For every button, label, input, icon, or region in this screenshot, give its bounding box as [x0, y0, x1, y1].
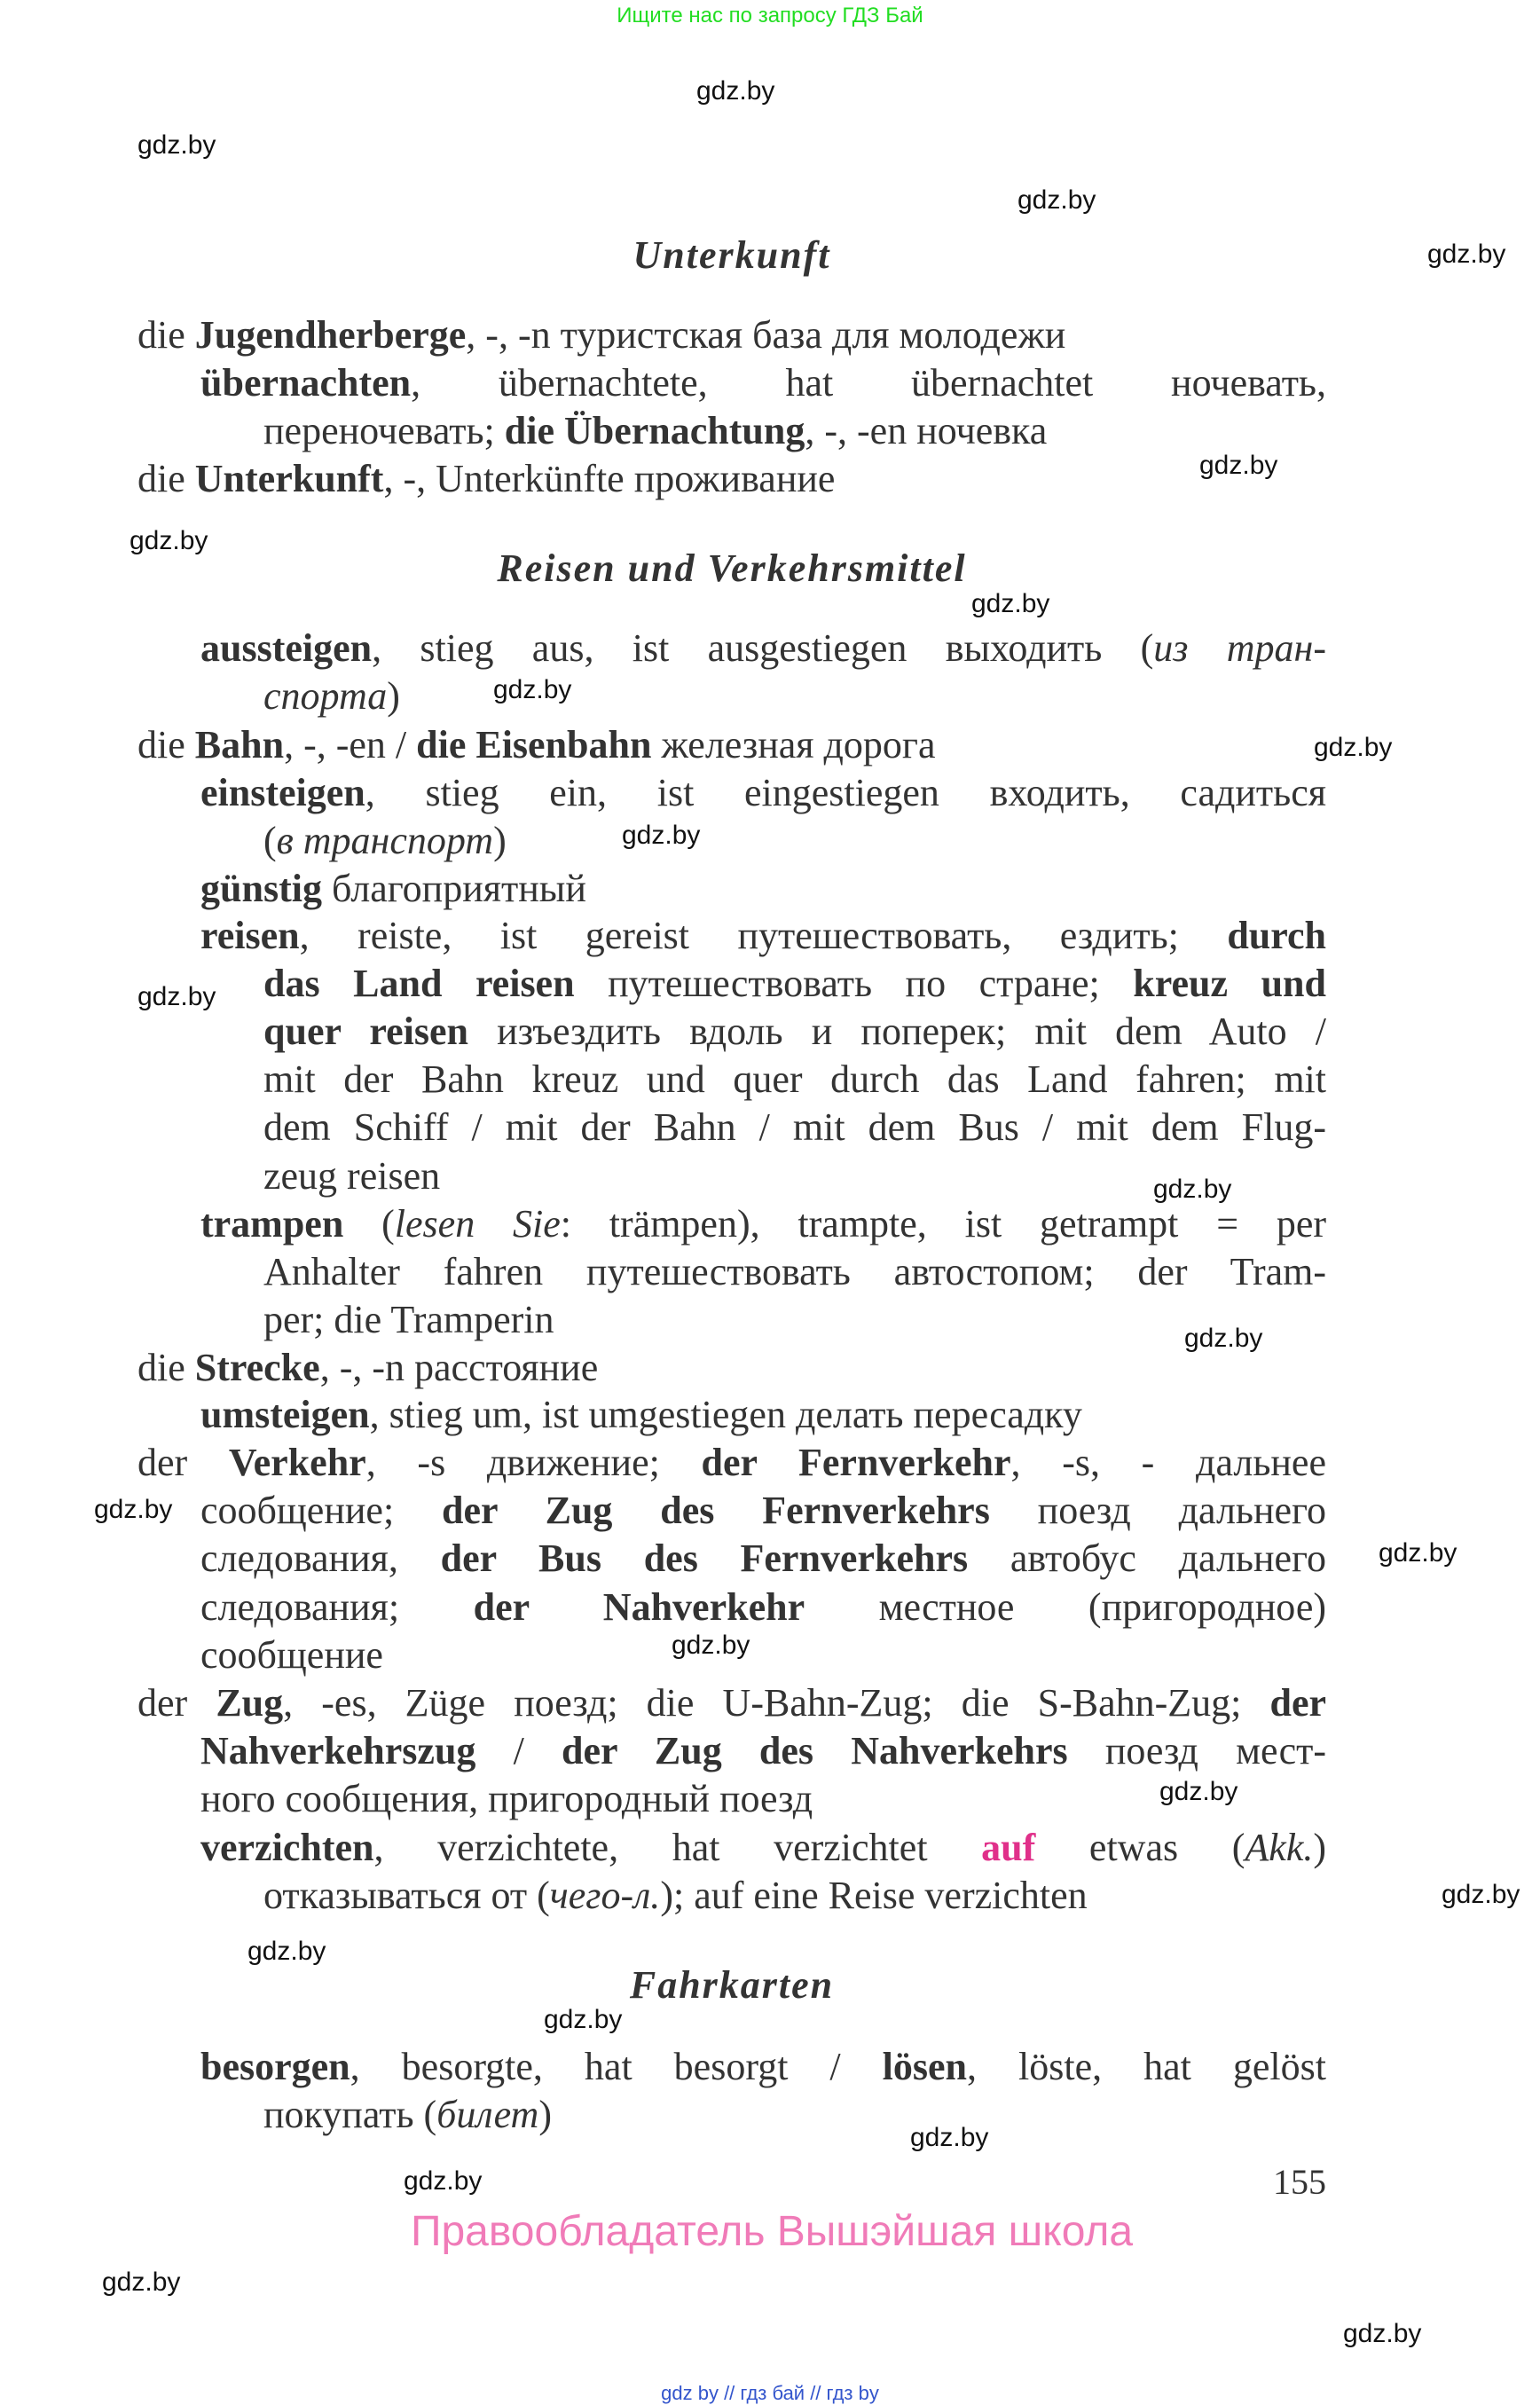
- vocab-line: [263, 672, 1326, 720]
- vocab-line: [200, 359, 1326, 407]
- watermark: gdz.by: [1379, 1538, 1458, 1568]
- text: железная дорога: [651, 723, 936, 766]
- watermark: gdz.by: [1199, 451, 1278, 480]
- term: besorgen: [200, 2045, 350, 2088]
- vocab-line: [263, 1104, 1326, 1151]
- term: der Zug des Nahverkehrs: [562, 1729, 1068, 1772]
- copyright-owner: Правообладатель Вышэйшая школа: [410, 2208, 1134, 2255]
- watermark: gdz.by: [102, 2267, 181, 2297]
- text: ного сообщения, пригородный поезд: [200, 1777, 813, 1820]
- vocab-line: [200, 1727, 1326, 1775]
- section-heading-fahrkarten: Fahrkarten: [629, 1963, 835, 2007]
- text: , -s, - дальнее: [1010, 1441, 1326, 1484]
- text: поезд дальнего: [989, 1489, 1326, 1532]
- text: zeug reisen: [263, 1154, 441, 1198]
- vocab-line: [263, 2091, 1326, 2139]
- term: der Nahverkehr: [473, 1585, 805, 1629]
- vocab-line: [263, 1872, 1326, 1920]
- search-banner: Ищите нас по запросу ГДЗ Бай: [617, 4, 923, 28]
- vocab-line: [263, 960, 1326, 1008]
- term: Jugendherberge: [194, 313, 467, 357]
- text: , löste, hat gelöst: [967, 2045, 1326, 2088]
- term: Nahverkehrszug: [200, 1729, 476, 1772]
- watermark: gdz.by: [493, 675, 572, 704]
- vocab-line: [263, 1248, 1326, 1296]
- text: сообщение;: [200, 1489, 443, 1532]
- text: die: [138, 313, 195, 357]
- text: die: [138, 457, 195, 500]
- term: der Bus des Fernverkehrs: [440, 1537, 969, 1580]
- text: изъездить вдоль и поперек; mit dem Auto /: [468, 1010, 1326, 1053]
- watermark: gdz.by: [248, 1937, 326, 1966]
- text: per; die Tramperin: [263, 1298, 554, 1341]
- vocab-line: [138, 1439, 1326, 1487]
- text: etwas (: [1035, 1826, 1245, 1869]
- watermark: gdz.by: [672, 1631, 750, 1660]
- vocab-line: [263, 1296, 1326, 1344]
- text: следования;: [200, 1585, 474, 1629]
- watermark: gdz.by: [1442, 1880, 1520, 1909]
- watermark: gdz.by: [910, 2123, 989, 2152]
- vocab-line: [263, 1152, 1326, 1200]
- text: , -es, Züge поезд; die U-Bahn-Zug; die S-Bahn-Zug;: [283, 1681, 1270, 1725]
- text: : trämpen), trampte, ist getrampt = per: [560, 1202, 1327, 1246]
- section-heading-reisen: Reisen und Verkehrsmittel: [497, 546, 967, 590]
- text: ): [387, 674, 400, 718]
- term: der Fernverkehr: [701, 1441, 1011, 1484]
- watermark: gdz.by: [138, 130, 216, 160]
- vocab-line: [200, 1200, 1326, 1248]
- text: , -, -en ночевка: [805, 409, 1048, 452]
- vocab-line: [138, 455, 1326, 503]
- vocab-line: [200, 1631, 1326, 1679]
- watermark: gdz.by: [138, 982, 216, 1011]
- text: der: [138, 1681, 216, 1725]
- term: verzichten: [200, 1826, 374, 1869]
- text: автобус дальнего: [968, 1537, 1326, 1580]
- text: der: [138, 1441, 229, 1484]
- text: (: [263, 819, 277, 862]
- vocab-line: [263, 407, 1326, 455]
- term: Unterkunft: [194, 457, 384, 500]
- vocab-line: [200, 1535, 1326, 1583]
- term: umsteigen: [200, 1393, 370, 1436]
- term: Bahn: [194, 723, 285, 766]
- term: trampen: [200, 1202, 344, 1246]
- text: ): [493, 819, 507, 862]
- text: mit der Bahn kreuz und quer durch das Land fahren; mit: [263, 1057, 1326, 1101]
- watermark: gdz.by: [1314, 733, 1393, 762]
- text: die: [138, 1346, 195, 1389]
- term: der Zug des Fernverkehrs: [442, 1489, 990, 1532]
- text: (: [343, 1202, 395, 1246]
- watermark: gdz.by: [544, 2005, 623, 2034]
- term: die Übernachtung: [504, 409, 805, 452]
- text: покупать (: [263, 2093, 437, 2136]
- text: , -, -n туристская база для молодежи: [466, 313, 1066, 357]
- watermark: gdz.by: [696, 76, 775, 106]
- note: спорта: [263, 674, 388, 718]
- vocab-line: [263, 817, 1326, 865]
- text: , -, -n расстояние: [319, 1346, 599, 1389]
- term: übernachten: [200, 361, 412, 405]
- text: die: [138, 723, 195, 766]
- watermark: gdz.by: [1184, 1324, 1263, 1353]
- term: aussteigen: [200, 626, 373, 670]
- text: , -, -en /: [284, 723, 417, 766]
- vocab-line: [200, 912, 1326, 960]
- vocab-line: [138, 1679, 1326, 1727]
- term: reisen: [200, 914, 300, 957]
- vocab-line: [200, 865, 1326, 913]
- term: das Land reisen: [263, 962, 575, 1005]
- text: /: [475, 1729, 562, 1772]
- term: einsteigen: [200, 771, 365, 814]
- text: , verzichtete, hat verzichtet: [373, 1826, 982, 1869]
- vocab-line: [200, 1487, 1326, 1535]
- watermark: gdz.by: [1153, 1175, 1232, 1204]
- watermark: gdz.by: [94, 1495, 173, 1524]
- vocab-line: [263, 1008, 1326, 1056]
- watermark: gdz.by: [404, 2166, 483, 2196]
- vocab-line: [200, 1391, 1326, 1439]
- text: поезд мест-: [1067, 1729, 1326, 1772]
- text: сообщение: [200, 1633, 383, 1677]
- text: , stieg aus, ist ausgestiegen выходить (: [372, 626, 1154, 670]
- text: , -s движение;: [365, 1441, 702, 1484]
- note: Akk.: [1245, 1826, 1314, 1869]
- text: переночевать;: [263, 409, 505, 452]
- vocab-line: [200, 1824, 1326, 1872]
- watermark: gdz.by: [1018, 185, 1096, 215]
- term: lösen: [882, 2045, 968, 2088]
- text: ); auf eine Reise verzichten: [660, 1874, 1088, 1917]
- term: Zug: [216, 1681, 284, 1725]
- term: der: [1269, 1681, 1326, 1725]
- watermark: gdz.by: [1343, 2319, 1422, 2348]
- vocab-line: [263, 1056, 1326, 1104]
- note: чего-л.: [549, 1874, 661, 1917]
- text: , stieg ein, ist eingestiegen входить, садиться: [365, 771, 1326, 814]
- footer-links[interactable]: gdz by // гдз бай // гдз by: [661, 2382, 879, 2404]
- vocab-line: [138, 1344, 1326, 1392]
- term: Strecke: [194, 1346, 320, 1389]
- note: билет: [436, 2093, 539, 2136]
- watermark: gdz.by: [1159, 1777, 1238, 1806]
- text: Anhalter fahren путешествовать автостопом; der Tram-: [263, 1250, 1326, 1293]
- vocab-line: [200, 1584, 1326, 1631]
- text: благоприятный: [321, 867, 586, 910]
- text: ): [538, 2093, 552, 2136]
- term: günstig: [200, 867, 322, 910]
- watermark: gdz.by: [1427, 240, 1506, 269]
- vocab-line: [200, 2043, 1326, 2091]
- text: , reiste, ist gereist путешествовать, ездить;: [299, 914, 1228, 957]
- vocab-line: [138, 311, 1326, 359]
- text: следования,: [200, 1537, 441, 1580]
- text: путешествовать по стране;: [574, 962, 1134, 1005]
- text: , besorgte, hat besorgt /: [350, 2045, 883, 2088]
- text: , übernachtete, hat übernachtet ночевать,: [411, 361, 1326, 405]
- watermark: gdz.by: [622, 821, 701, 850]
- section-heading-unterkunft: Unterkunft: [632, 233, 831, 277]
- term: die Eisenbahn: [416, 723, 652, 766]
- highlighted-preposition: auf: [981, 1826, 1036, 1869]
- note: в транспорт: [276, 819, 494, 862]
- watermark: gdz.by: [971, 589, 1050, 618]
- note: lesen Sie: [394, 1202, 561, 1246]
- vocab-line: [138, 721, 1326, 769]
- term: durch: [1227, 914, 1326, 957]
- text: местное (пригородное): [805, 1585, 1327, 1629]
- term: kreuz und: [1133, 962, 1326, 1005]
- vocab-line: [200, 625, 1326, 672]
- text: ): [1313, 1826, 1326, 1869]
- vocab-line: [200, 1775, 1326, 1823]
- text: , -, Unterkünfte проживание: [383, 457, 836, 500]
- text: dem Schiff / mit der Bahn / mit dem Bus / mit dem Flug-: [263, 1105, 1326, 1149]
- page-number: 155: [1273, 2162, 1326, 2202]
- term: Verkehr: [228, 1441, 366, 1484]
- vocab-line: [200, 769, 1326, 817]
- text: , stieg um, ist umgestiegen делать пересадку: [369, 1393, 1082, 1436]
- note: из тран-: [1153, 626, 1326, 670]
- term: quer reisen: [263, 1010, 468, 1053]
- watermark: gdz.by: [130, 526, 208, 555]
- text: отказываться от (: [263, 1874, 550, 1917]
